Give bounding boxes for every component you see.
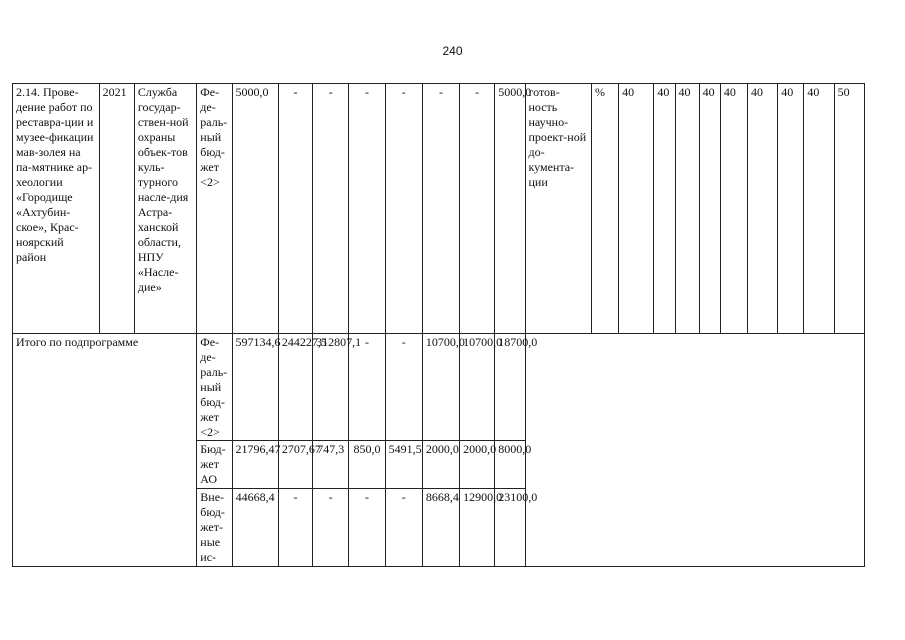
table-cell: - [460,84,495,334]
table-cell: 18700,0 [495,334,525,441]
table-cell: 2000,0 [460,441,495,489]
activity-executor: Служба государ-ствен-ной охраны объек-тов куль-турного насле-дия Астра-ханской области, НПУ «Насле-дие» [134,84,196,334]
target-cell: 40 [619,84,654,334]
table-cell: 597134,6 [232,334,278,441]
activity-total: 5000,0 [232,84,278,334]
target-cell: 40 [804,84,834,334]
table-cell: 2707,67 [278,441,312,489]
target-cell: 40 [748,84,778,334]
table-cell: 10700,0 [460,334,495,441]
program-table [12,83,865,567]
table-cell: 850,0 [349,441,385,489]
table-cell: 12900,0 [460,489,495,567]
activity-funding-source: Фе-де-раль-ный бюд-жет <2> [197,84,232,334]
table-row [13,84,865,334]
target-cell: 50 [834,84,864,334]
table-cell: 44668,4 [232,489,278,567]
target-cell: 40 [699,84,720,334]
table-cell: - [385,334,422,441]
activity-year: 2021 [99,84,134,334]
table-cell: - [349,489,385,567]
table-cell: - [385,489,422,567]
table-cell: - [349,334,385,441]
table-cell: 8000,0 [495,441,525,489]
table-cell: 747,3 [313,441,349,489]
table-cell: 2000,0 [422,441,459,489]
table-cell: - [313,489,349,567]
target-cell: 40 [778,84,804,334]
table-cell: - [422,84,459,334]
table-cell: - [349,84,385,334]
target-cell: 40 [654,84,675,334]
page-number: 240 [442,44,463,58]
table-cell: 8668,4 [422,489,459,567]
target-cell: 40 [675,84,699,334]
empty-area [525,334,865,567]
table-cell: - [385,84,422,334]
total-funding-source: Вне-бюд-жет-ные ис- [197,489,232,567]
table-cell: 312807,1 [313,334,349,441]
activity-name: 2.14. Прове-дение работ по реставра-ции и музее-фикации мав-золея на па-мятнике ар-хеологии «Городище «Ахтубин-ское», Крас-ноярский район [13,84,100,334]
table-row [13,334,865,441]
indicator-unit: % [591,84,618,334]
table-cell: 5491,5 [385,441,422,489]
total-funding-source: Фе-де-раль-ный бюд-жет <2> [197,334,232,441]
subprogram-total-label: Итого по подпрограмме [13,334,197,567]
table-cell: - [278,489,312,567]
table-cell: 23100,0 [495,489,525,567]
table-cell: - [313,84,349,334]
target-cell: 40 [720,84,747,334]
table-cell: - [278,84,312,334]
table-cell: 5000,0 [495,84,525,334]
total-funding-source: Бюд-жет АО [197,441,232,489]
table-cell: 244227,5 [278,334,312,441]
table-cell: 21796,47 [232,441,278,489]
indicator-name: готов-ность научно-проект-ной до-кумента-ции [525,84,591,334]
table-cell: 10700,0 [422,334,459,441]
